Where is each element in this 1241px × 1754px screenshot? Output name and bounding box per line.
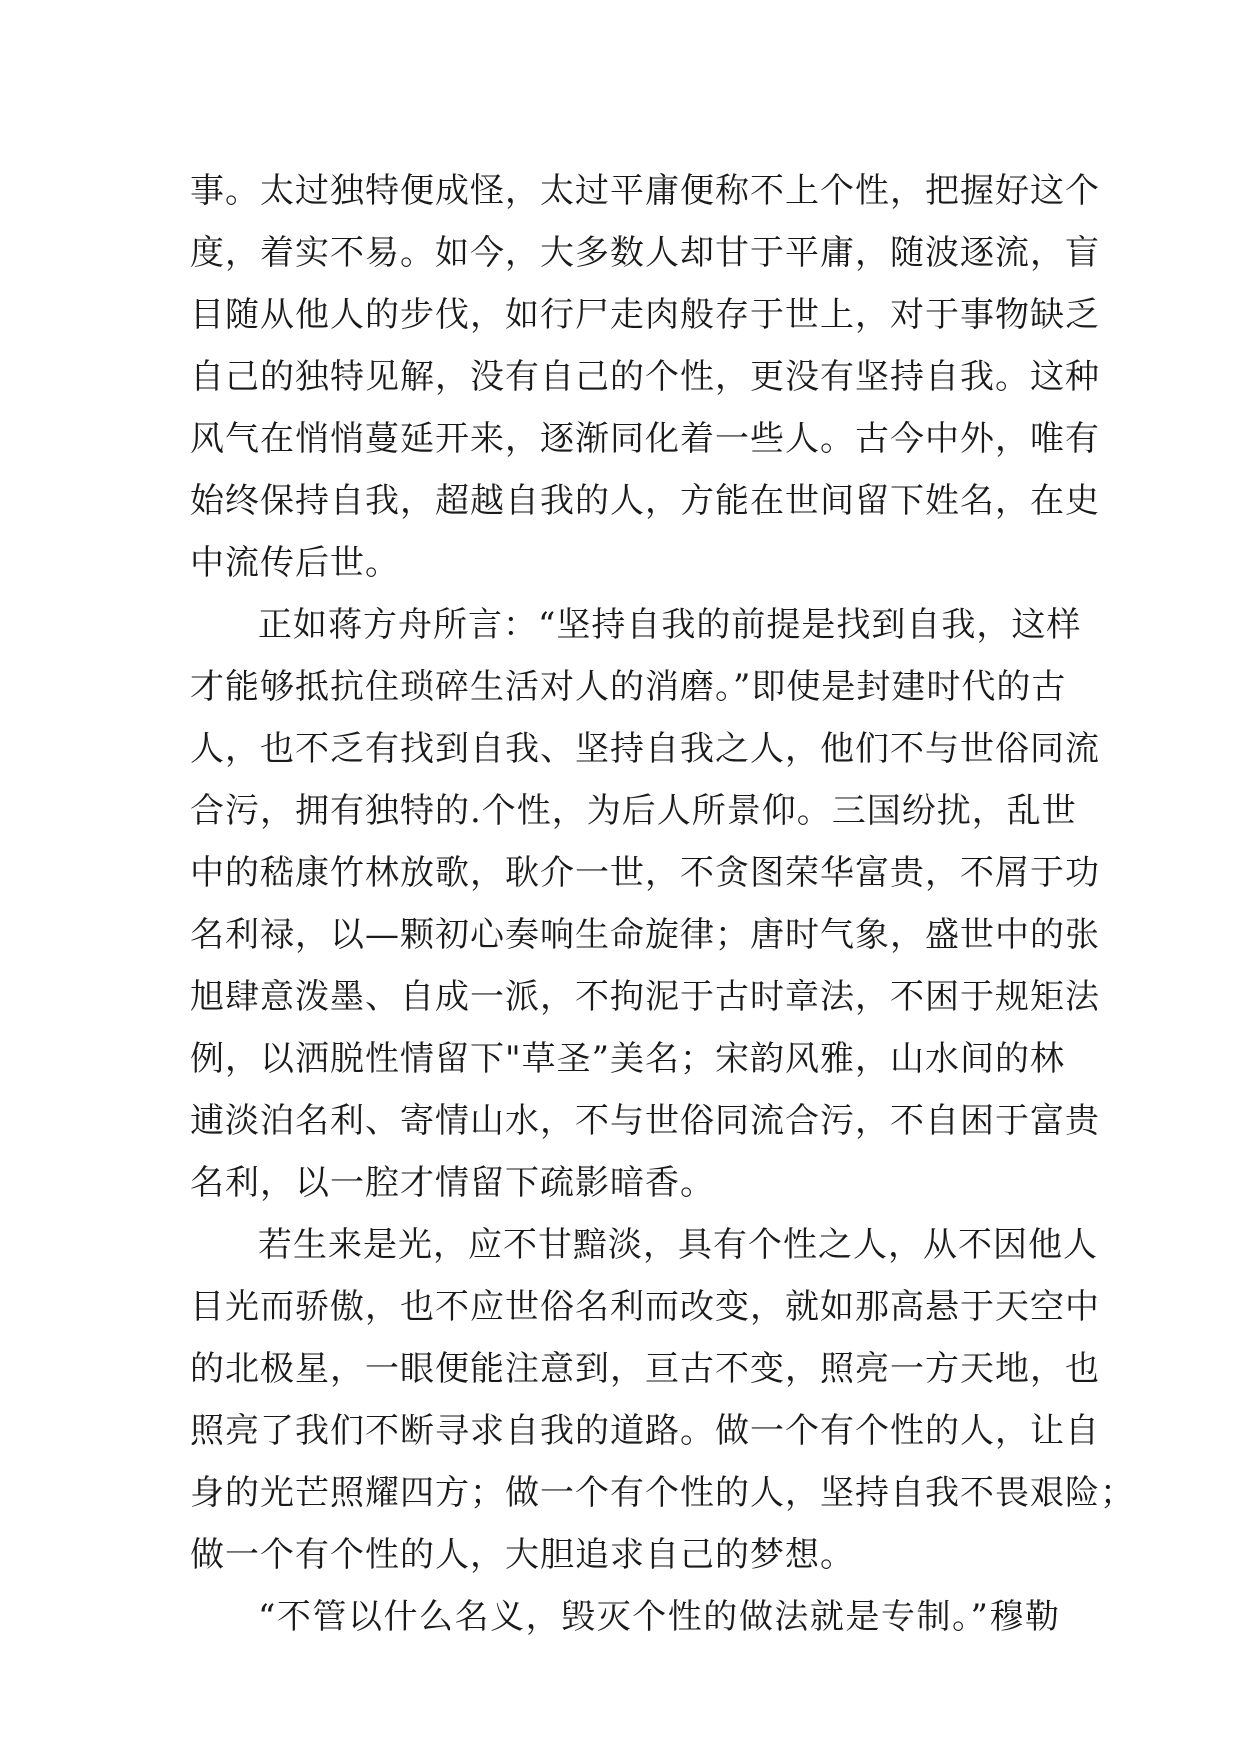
text-line: 做一个有个性的人，大胆追求自己的梦想。 xyxy=(190,1535,855,1575)
text-line: 例，以洒脱性情留下"草圣”美名；宋韵风雅，山水间的林 xyxy=(190,1039,1066,1079)
text-line: 始终保持自我，超越自我的人，方能在世间留下姓名，在史 xyxy=(190,481,1100,521)
text-line: 中流传后世。 xyxy=(190,543,400,583)
text-line: “不管以什么名义，毁灭个性的做法就是专制。”穆勒 xyxy=(258,1597,1060,1637)
text-line: 若生来是光，应不甘黯淡，具有个性之人，从不因他人 xyxy=(258,1225,1098,1265)
text-line: 自己的独特见解，没有自己的个性，更没有坚持自我。这种 xyxy=(190,357,1100,397)
text-line: 合污，拥有独特的.个性，为后人所景仰。三国纷扰，乱世 xyxy=(190,791,1077,831)
text-line: 的北极星，一眼便能注意到，亘古不变，照亮一方天地，也 xyxy=(190,1349,1100,1389)
body-text xyxy=(190,160,1135,1648)
text-line: 名利，以一腔才情留下疏影暗香。 xyxy=(190,1163,715,1203)
text-line: 正如蒋方舟所言：“坚持自我的前提是找到自我，这样 xyxy=(258,605,1082,645)
text-line: 照亮了我们不断寻求自我的道路。做一个有个性的人，让自 xyxy=(190,1411,1100,1451)
text-line: 旭肆意泼墨、自成一派，不拘泥于古时章法，不困于规矩法 xyxy=(190,977,1100,1017)
text-line: 名利禄，以—颗初心奏响生命旋律；唐时气象，盛世中的张 xyxy=(190,915,1100,955)
text-line: 度，着实不易。如今，大多数人却甘于平庸，随波逐流，盲 xyxy=(190,233,1100,273)
text-line: 目随从他人的步伐，如行尸走肉般存于世上，对于事物缺乏 xyxy=(190,295,1100,335)
text-line: 才能够抵抗住琐碎生活对人的消磨。”即使是封建时代的古 xyxy=(190,667,1067,707)
text-line: 身的光芒照耀四方；做一个有个性的人，坚持自我不畏艰险； xyxy=(190,1473,1135,1513)
text-line: 逋淡泊名利、寄情山水，不与世俗同流合污，不自困于富贵 xyxy=(190,1101,1100,1141)
text-line: 事。太过独特便成怪，太过平庸便称不上个性，把握好这个 xyxy=(190,171,1100,211)
text-line: 中的嵇康竹林放歌，耿介一世，不贪图荣华富贵，不屑于功 xyxy=(190,853,1100,893)
text-line: 目光而骄傲，也不应世俗名利而改变，就如那高悬于天空中 xyxy=(190,1287,1100,1327)
text-line: 人，也不乏有找到自我、坚持自我之人，他们不与世俗同流 xyxy=(190,729,1100,769)
text-line: 风气在悄悄蔓延开来，逐渐同化着一些人。古今中外，唯有 xyxy=(190,419,1100,459)
